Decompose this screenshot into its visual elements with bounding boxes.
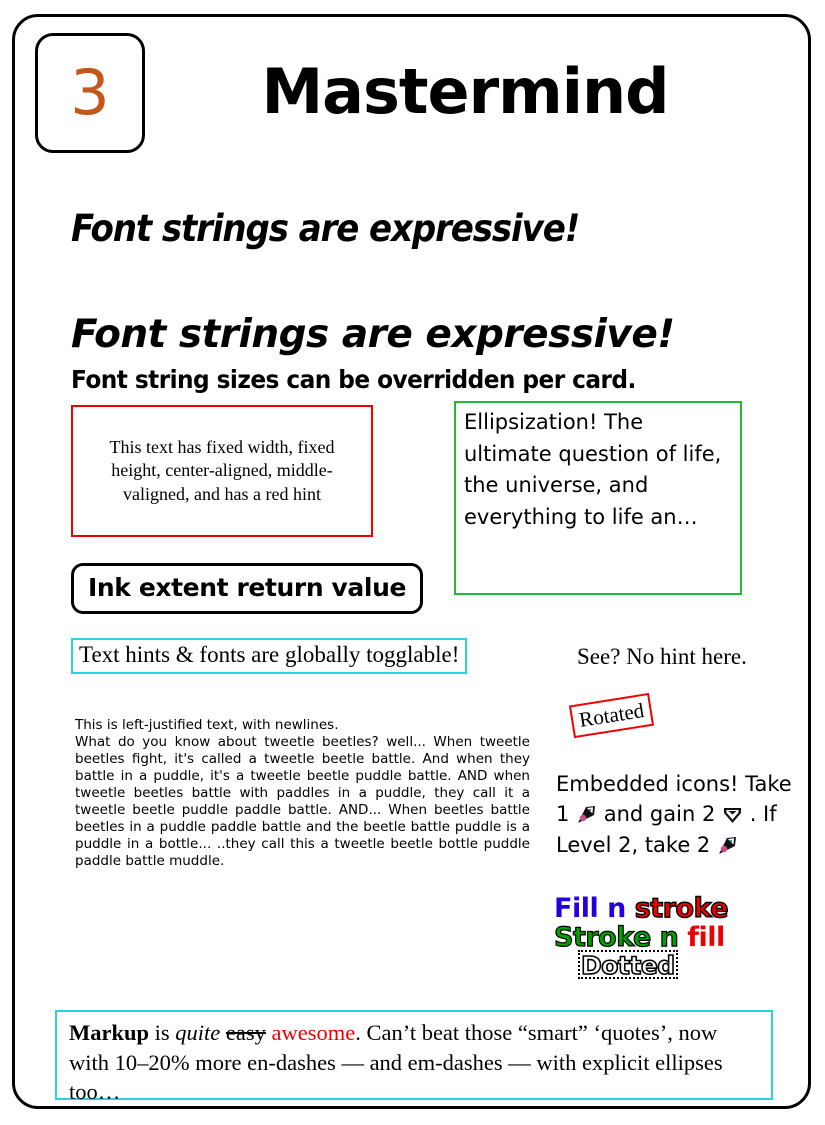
card-number-badge [35, 33, 145, 153]
paragraph-first-line: This is left-justified text, with newlines. [75, 717, 339, 733]
page-title: Mastermind [261, 55, 669, 128]
expressive-line-1: Font strings are expressive! [71, 207, 580, 250]
markup-colored: awesome [271, 1020, 356, 1045]
stroke-text: stroke [634, 893, 729, 924]
sparkle-badge-icon-2 [717, 835, 738, 856]
markup-t1: is [149, 1020, 176, 1045]
dotted-line [581, 951, 675, 980]
ink-extent-box: Ink extent return value [71, 563, 423, 614]
markup-bold: Markup [69, 1020, 150, 1045]
expressive-line-2: Font strings are expressive! [71, 312, 675, 357]
no-hint-text: See? No hint here. [577, 644, 747, 669]
stroke-n-text: Stroke n [554, 922, 688, 953]
expressive-line-3: Font string sizes can be overridden per card. [71, 365, 636, 394]
left-justified-paragraph [75, 717, 530, 870]
fixed-size-text-box [71, 405, 373, 537]
togglable-hint-box: Text hints & fonts are globally togglable! [71, 638, 467, 674]
rotated-label: Rotated [569, 693, 654, 738]
icons-text-part-2: and gain 2 [603, 802, 716, 827]
markup-t4: . Can’t beat those “smart” ‘quotes’, now with 10–20% more en-dashes — and em-dashes — with explicit ellipses too… [69, 1020, 723, 1105]
markup-italic: quite [175, 1020, 221, 1045]
ellipsization-box [454, 401, 742, 595]
icons-text-part-1: Embedded icons! Take 1 [556, 772, 792, 827]
sparkle-badge-icon [576, 804, 597, 825]
icons-text-part-3: . If Level 2, take 2 [556, 802, 777, 857]
paragraph-body: What do you know about tweetle beetles? well... When tweetle beetles fight, it's called a tweetle beetle battle. And when they battle in a puddle, it's a tweetle beetle puddle battle. AND when tweetle beetles battle with paddles in a puddle, they call it a tweetle beetle puddle paddle battle. AND... When beetles battle beetles in a puddle paddle battle and the beetle battle puddle is a puddle in a bottle... ..they call this a tweetle beetle bottle puddle paddle battle muddle. [75, 734, 530, 869]
fill-text: fill [687, 922, 725, 953]
stroke-n-fill-line [554, 922, 725, 953]
card-number: 3 [70, 56, 110, 129]
fixed-size-text: This text has fixed width, fixed height, center-aligned, middle-valigned, and has a red hint [109, 437, 335, 504]
dotted-text: Dotted [581, 951, 675, 980]
ellipsized-text: Ellipsization! The ultimate question of life, the universe, and everything to life an… [464, 410, 722, 529]
markup-strikethrough: easy [225, 1020, 266, 1045]
mastermind-card [12, 14, 811, 1109]
markup-demo-box [55, 1010, 773, 1105]
embedded-icons-text [556, 769, 806, 860]
fill-n-text: Fill n [554, 893, 635, 924]
heart-shield-icon [722, 804, 743, 825]
fill-n-stroke-line [554, 893, 728, 924]
